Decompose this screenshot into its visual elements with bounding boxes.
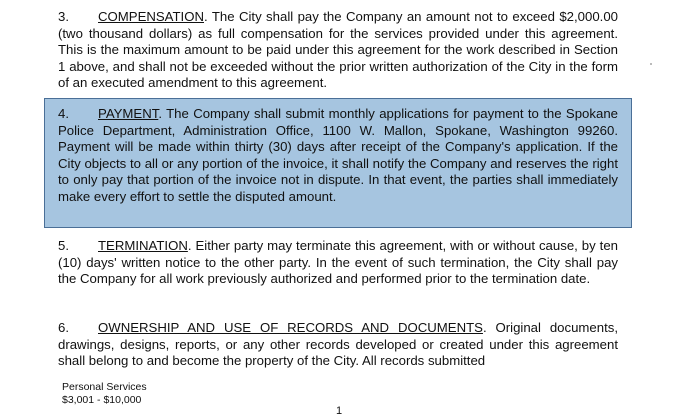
section-paragraph (58, 320, 618, 370)
section-payment (58, 106, 618, 205)
section-body: . Original documents, drawings, designs, reports, or any other records developed or created under this agreement shall belong to and become the property of the City. All records submitted (58, 320, 618, 368)
section-heading: OWNERSHIP AND USE OF RECORDS AND DOCUMENTS (98, 320, 483, 335)
page-number: 1 (336, 405, 343, 417)
section-paragraph (58, 9, 618, 92)
section-number: 5. (58, 238, 69, 253)
section-paragraph (58, 238, 618, 288)
section-number: 4. (58, 106, 69, 121)
section-number: 6. (58, 320, 69, 335)
footer-contract-range: $3,001 - $10,000 (62, 394, 142, 406)
section-body: . The City shall pay the Company an amount not to exceed $2,000.00 (two thousand dollars) as full compensation for the services provided under this agreement. This is the maximum amount to be paid under this agreement for the work described in Section 1 above, and shall not be exceeded without the prior written authorization of the City in the form of an executed amendment to this agreement. (58, 9, 618, 90)
section-heading: COMPENSATION (98, 9, 204, 24)
section-heading: PAYMENT (98, 106, 159, 121)
section-compensation (58, 9, 618, 92)
section-ownership-records (58, 320, 618, 370)
section-termination (58, 238, 618, 288)
section-body: . Either party may terminate this agreement, with or without cause, by ten (10) days' written notice to the other party. In the event of such termination, the City shall pay the Company for all work previously authorized and performed prior to the termination date. (58, 238, 618, 286)
section-number: 3. (58, 9, 69, 24)
footer-document-title: Personal Services (62, 381, 147, 393)
section-paragraph (58, 106, 618, 205)
section-heading: TERMINATION (98, 238, 188, 253)
section-body: . The Company shall submit monthly applications for payment to the Spokane Police Department, Administration Office, 1100 W. Mallon, Spokane, Washington 99260. Payment will be made within thirty (30) days after receipt of the Company's application. If the City objects to all or any portion of the invoice, it shall notify the Company and reserves the right to only pay that portion of the invoice not in dispute. In that event, the parties shall immediately make every effort to settle the disputed amount. (58, 106, 618, 204)
margin-speck (650, 63, 652, 65)
